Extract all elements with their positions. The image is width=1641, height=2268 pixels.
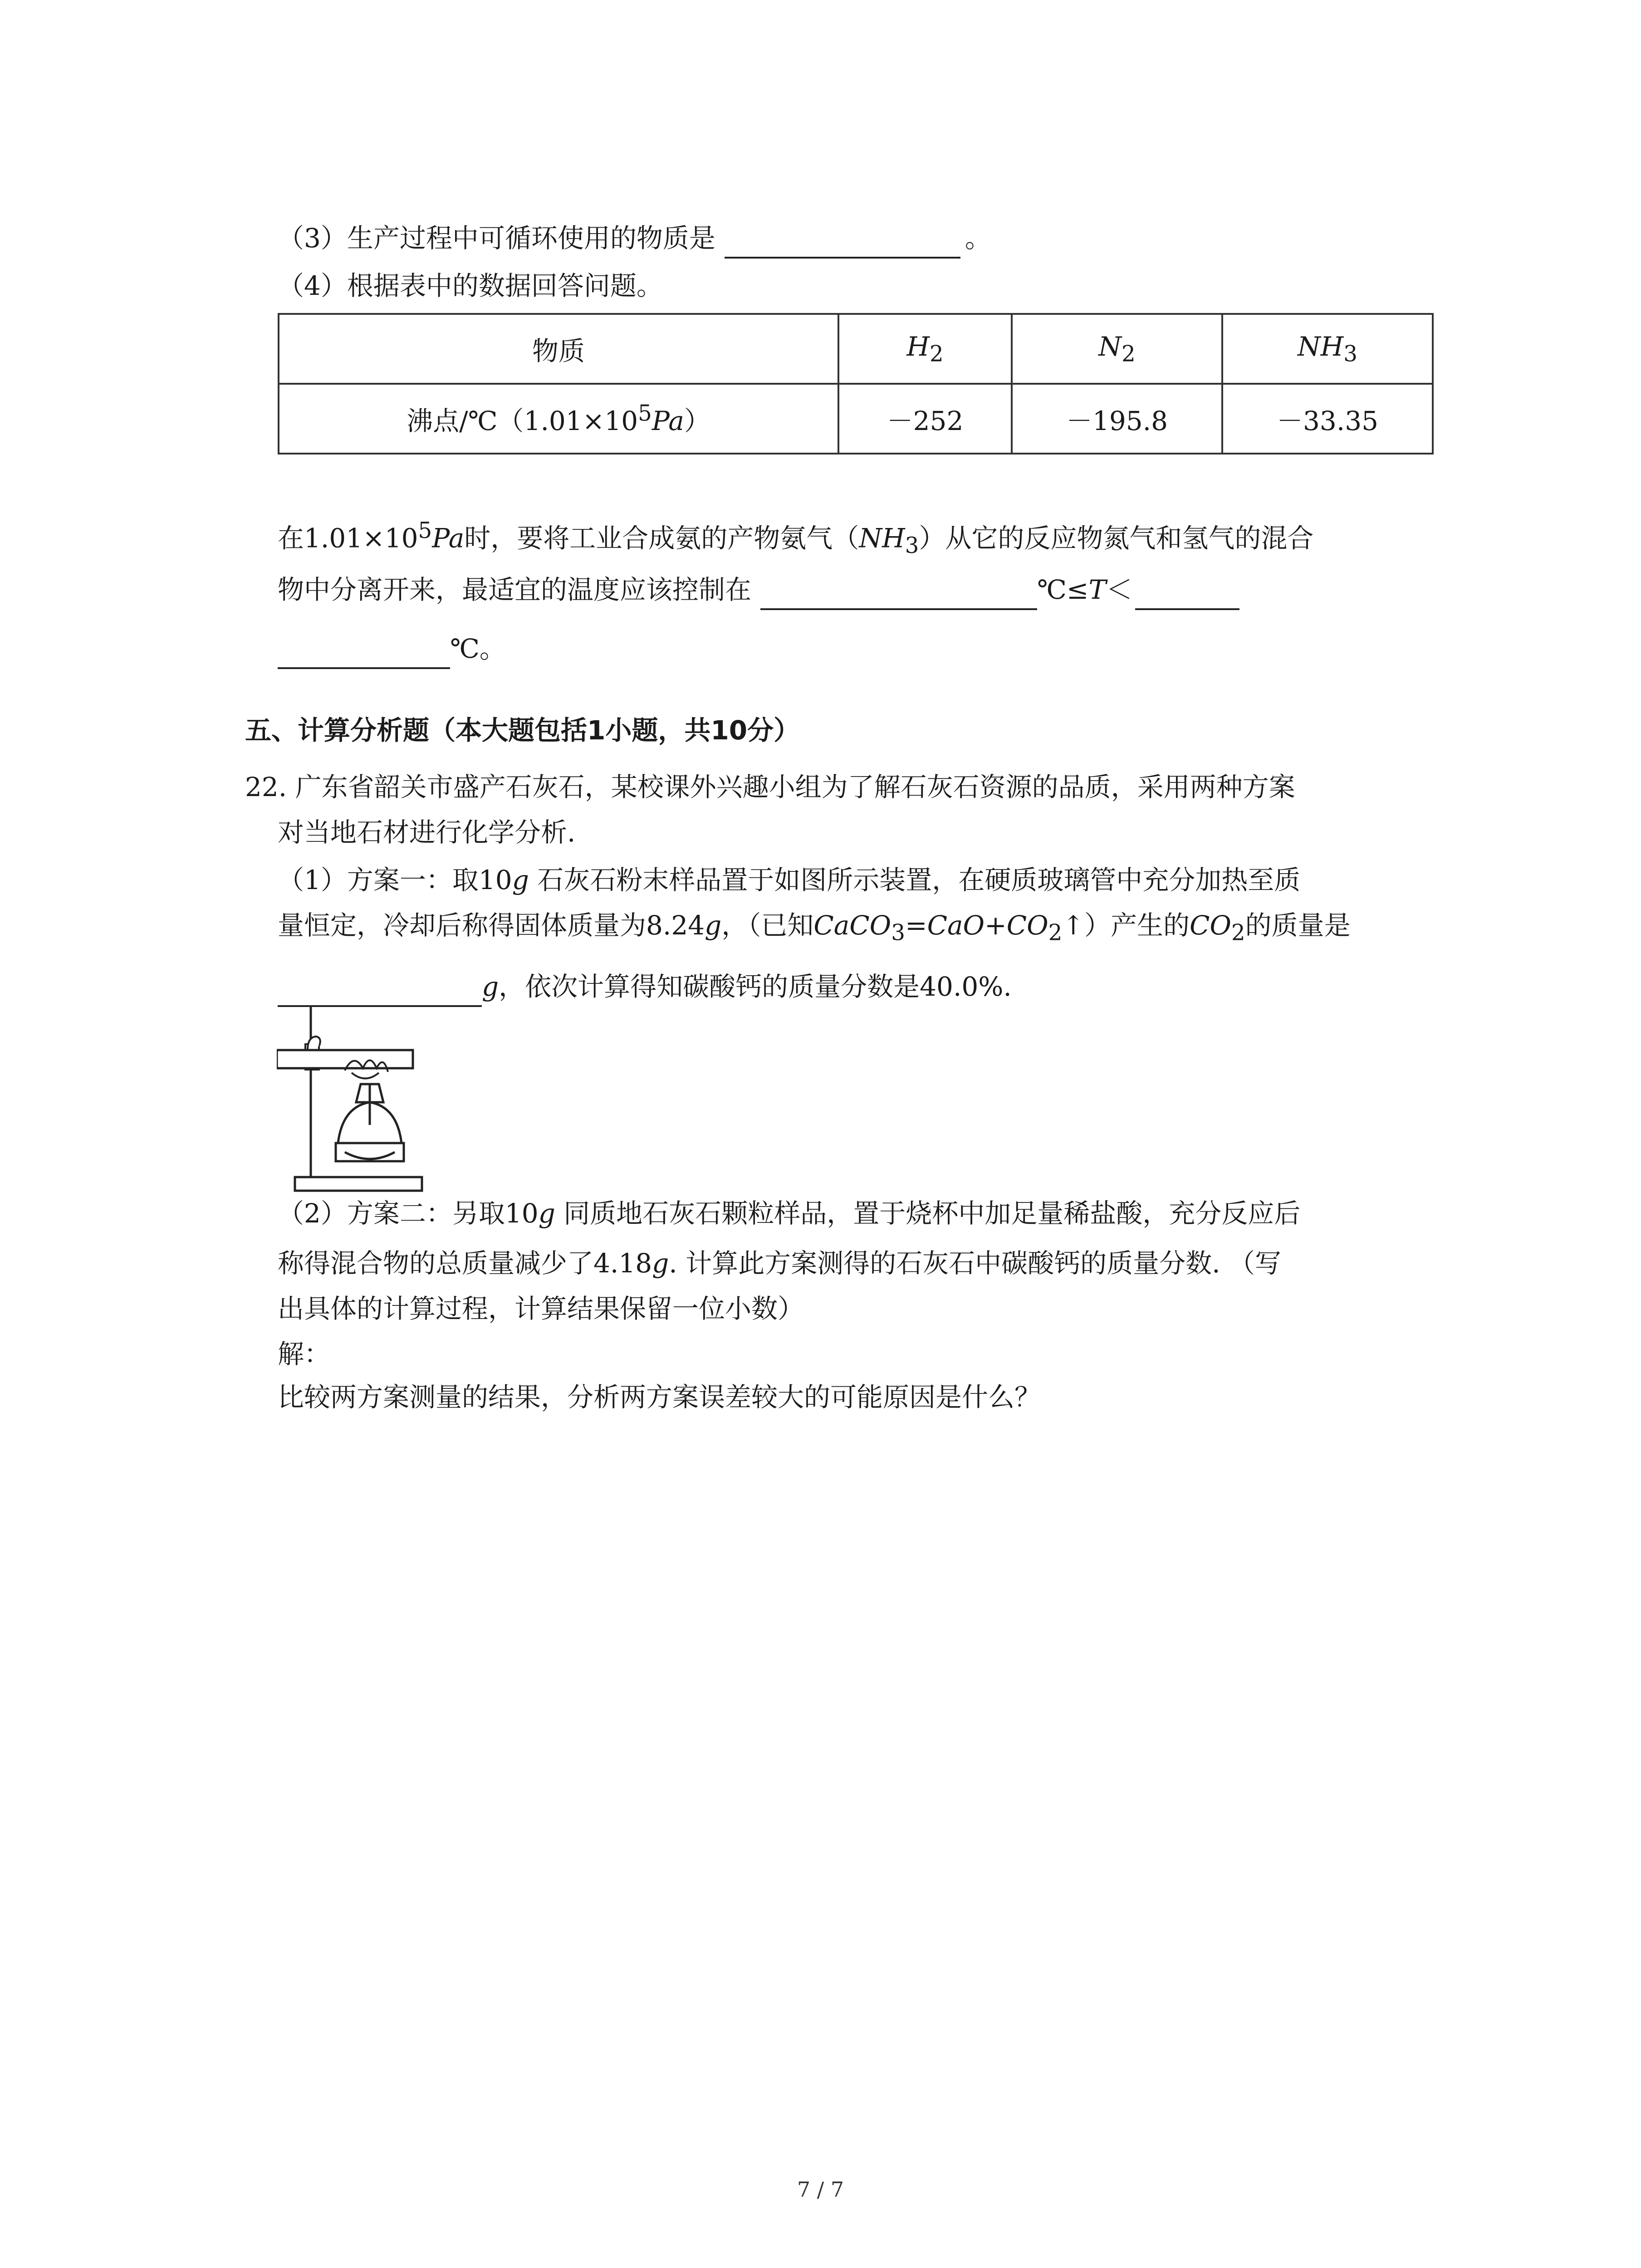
- text: 物中分离开来，最适宜的温度应该控制在: [278, 574, 752, 605]
- alcohol-lamp: [336, 1084, 404, 1161]
- q22-plan1-line-3: [278, 966, 1012, 1007]
- text: =: [905, 910, 927, 941]
- answer-blank[interactable]: [725, 225, 960, 259]
- text: 量恒定，冷却后称得固体质量为8.24: [278, 910, 705, 941]
- q22-line-1: 22. 广东省韶关市盛产石灰石，某校课外兴趣小组为了解石灰石资源的品质，采用两种方案: [245, 772, 1295, 802]
- formula: CO: [1189, 910, 1231, 941]
- text: 石灰石粉末样品置于如图所示装置，在硬质玻璃管中充分加热至质: [529, 865, 1301, 895]
- formula: CO: [1006, 910, 1048, 941]
- text: ）从它的反应物氮气和氢气的混合: [919, 523, 1314, 554]
- text: （2）方案二：另取10: [278, 1198, 539, 1229]
- formula: NH: [859, 523, 905, 554]
- table-row: [279, 314, 1433, 384]
- question-4: [278, 265, 663, 306]
- formula-h: H: [906, 331, 930, 362]
- separation-line-1: [278, 510, 1313, 566]
- unit-g: g: [705, 910, 722, 941]
- q22-compare: 比较两方案测量的结果，分析两方案误差较大的可能原因是什么？: [278, 1382, 1041, 1413]
- text: 称得混合物的总质量减少了4.18: [278, 1248, 652, 1279]
- text: （1）方案一：取10: [278, 865, 512, 895]
- section-5-title: 五、计算分析题（本大题包括1小题，共10分）: [245, 715, 800, 746]
- question-4-text: （4）根据表中的数据回答问题。: [278, 270, 663, 301]
- unit: Pa: [432, 523, 465, 554]
- sub: 3: [905, 533, 919, 558]
- answer-blank[interactable]: [760, 577, 1037, 610]
- formula-sub: 2: [1122, 341, 1136, 367]
- page-number: 7 / 7: [797, 2177, 844, 2202]
- table-header-cell: [1012, 314, 1222, 384]
- q22-plan2-line-3: 出具体的计算过程，计算结果保留一位小数）: [278, 1293, 804, 1324]
- text: ，（已知: [721, 910, 814, 941]
- table-header-cell: 物质: [279, 314, 838, 384]
- flame: [352, 1073, 379, 1079]
- text: 的质量是: [1245, 910, 1351, 941]
- sub: 2: [1231, 920, 1245, 946]
- var-t: T: [1088, 574, 1107, 605]
- text: 时，要将工业合成氨的产物氨气（: [464, 523, 859, 554]
- question-3: [278, 218, 991, 259]
- answer-blank[interactable]: [278, 973, 482, 1007]
- text: ℃。: [450, 633, 506, 664]
- text: 在1.01×10: [278, 523, 418, 554]
- text: ℃≤: [1037, 574, 1089, 605]
- table-header-cell: [838, 314, 1012, 384]
- q22-plan1-line-2: [278, 905, 1351, 953]
- sub: 2: [1048, 920, 1063, 946]
- answer-blank[interactable]: [278, 635, 450, 669]
- q22-line-2: 对当地石材进行化学分析.: [278, 817, 576, 848]
- text: ＜: [1106, 574, 1133, 605]
- unit-g: g: [482, 971, 499, 1002]
- separation-line-3: [278, 628, 506, 669]
- table-header-cell: [1222, 314, 1433, 384]
- q22-plan2-line-2: [278, 1243, 1281, 1284]
- question-3-text: （3）生产过程中可循环使用的物质是: [278, 223, 715, 254]
- table-cell: －33.35: [1222, 384, 1433, 454]
- table-row: [279, 384, 1433, 454]
- formula-sub: 3: [1343, 341, 1358, 367]
- row-label-sup: 5: [638, 401, 652, 426]
- formula: CaCO: [813, 910, 892, 941]
- heating-apparatus-figure: [277, 1007, 426, 1198]
- unit-g: g: [538, 1198, 555, 1229]
- row-label-post: ）: [684, 406, 710, 436]
- boiling-point-table: [278, 313, 1434, 455]
- sup: 5: [418, 518, 432, 543]
- table-cell: －195.8: [1012, 384, 1222, 454]
- text: +: [985, 910, 1007, 941]
- text: ，依次计算得知碳酸钙的质量分数是40.0%.: [499, 971, 1012, 1002]
- answer-blank[interactable]: [1135, 577, 1239, 610]
- row-label-unit: Pa: [652, 406, 684, 436]
- separation-line-2: [278, 569, 1239, 610]
- row-label-text: 沸点/℃（1.01×10: [407, 406, 638, 436]
- glass-tube: [277, 1050, 413, 1068]
- formula-sub: 2: [929, 341, 944, 367]
- q22-plan2-line-1: [278, 1193, 1300, 1234]
- text: ↑）产生的: [1062, 910, 1190, 941]
- answer-label: 解：: [278, 1339, 331, 1369]
- q22-plan1-line-1: [278, 860, 1300, 900]
- stand-base: [295, 1177, 422, 1191]
- sub: 3: [891, 920, 905, 946]
- formula: CaO: [927, 910, 985, 941]
- table-cell: －252: [838, 384, 1012, 454]
- unit-g: g: [512, 865, 529, 895]
- unit-g: g: [652, 1248, 669, 1279]
- formula-nh: NH: [1297, 331, 1344, 362]
- text: . 计算此方案测得的石灰石中碳酸钙的质量分数. （写: [669, 1248, 1282, 1279]
- text: 同质地石灰石颗粒样品，置于烧杯中加足量稀盐酸，充分反应后: [555, 1198, 1301, 1229]
- question-3-end: 。: [965, 223, 991, 254]
- formula-n: N: [1098, 331, 1122, 362]
- table-row-label: [279, 384, 838, 454]
